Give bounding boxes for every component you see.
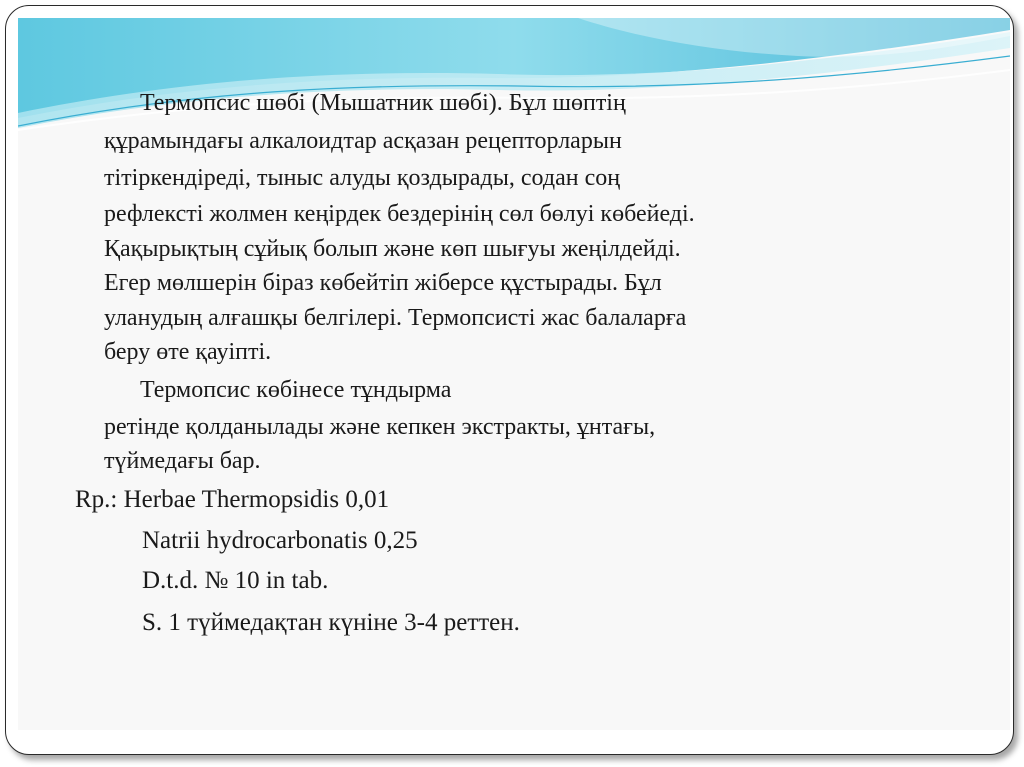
paragraph-1-line: рефлексті жолмен кеңірдек бездерінің сөл бөлуі көбейеді. xyxy=(104,201,695,227)
paragraph-1-line: уланудың алғашқы белгілері. Термопсисті жас балаларға xyxy=(104,305,687,331)
paragraph-1-line: тітіркендіреді, тыныс алуды қоздырады, содан соң xyxy=(104,165,621,191)
recipe-line: D.t.d. № 10 in tab. xyxy=(142,567,329,594)
recipe-line: Rp.: Herbae Thermopsidis 0,01 xyxy=(75,486,390,513)
paragraph-1-line: құрамындағы алкалоидтар асқазан рецепторларын xyxy=(104,128,622,154)
recipe-line: S. 1 түймедақтан күніне 3-4 реттен. xyxy=(142,609,520,636)
paragraph-1-line: Термопсис шөбі (Мышатник шөбі). Бұл шөптің xyxy=(140,90,626,116)
paragraph-1-line: Егер мөлшерін біраз көбейтіп жіберсе құстырады. Бұл xyxy=(104,270,662,296)
paragraph-1-line: беру өте қауіпті. xyxy=(104,339,272,365)
paragraph-1-line: Қақырықтың сұйық болып және көп шығуы жеңілдейді. xyxy=(104,236,681,262)
paragraph-2-line: түймедағы бар. xyxy=(104,448,261,474)
recipe-line: Natrii hydrocarbonatis 0,25 xyxy=(142,527,418,554)
paragraph-2-line: ретінде қолданылады және кепкен экстракты, ұнтағы, xyxy=(104,414,656,440)
paragraph-2-line: Термопсис көбінесе тұндырма xyxy=(140,377,452,403)
